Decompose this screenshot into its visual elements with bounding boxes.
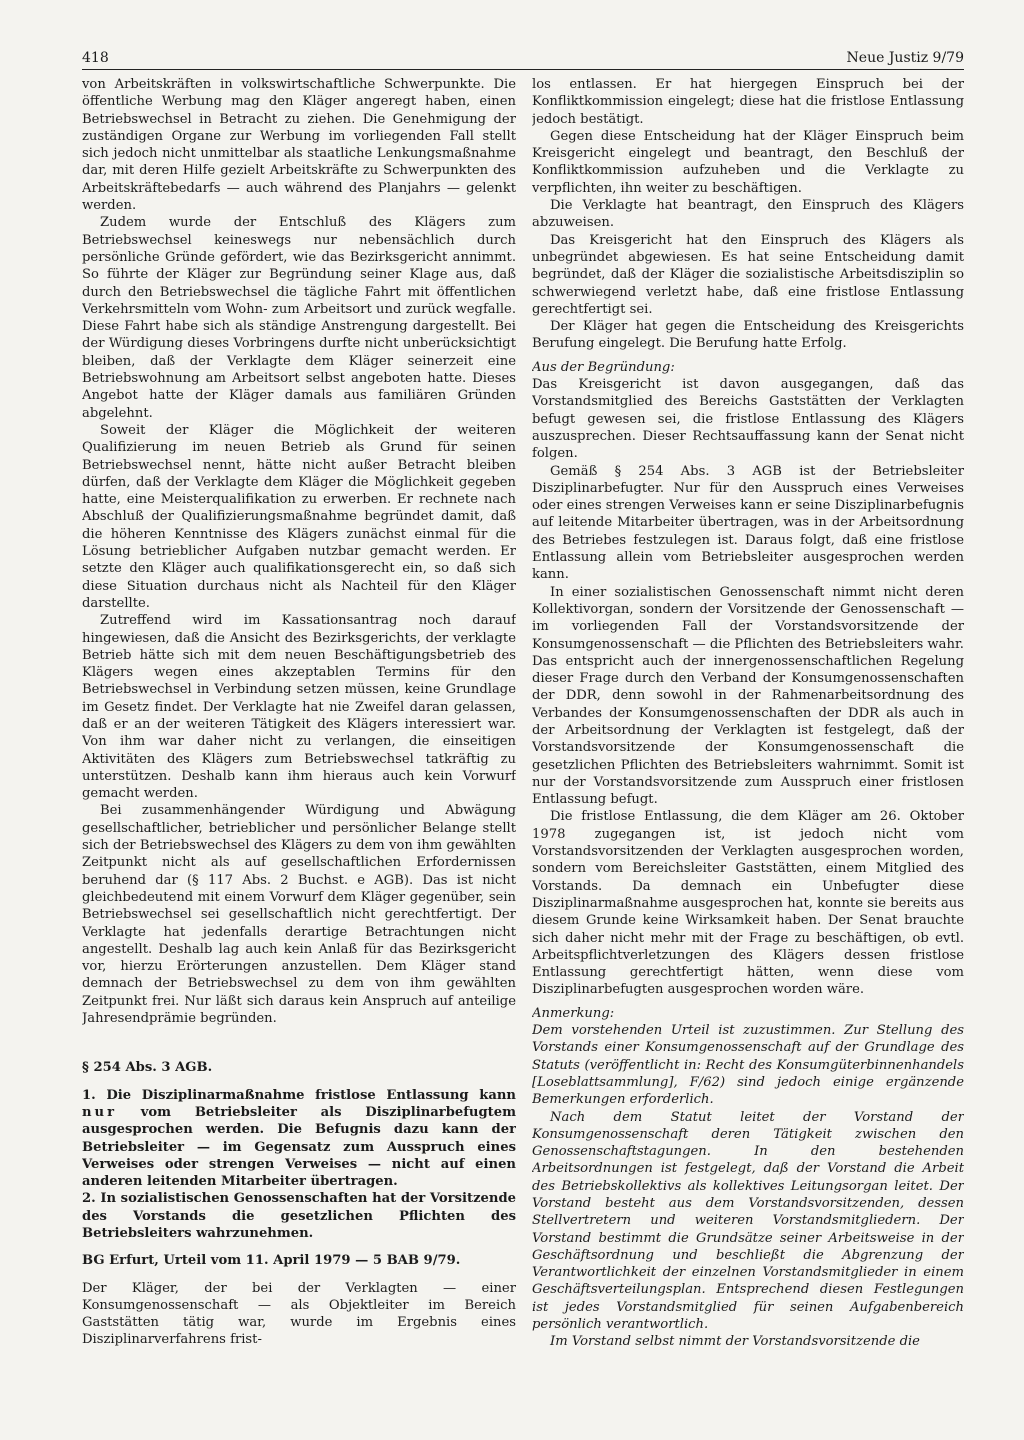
page-number: 418: [82, 50, 109, 66]
left-column: [82, 76, 516, 1416]
paragraph: Zudem wurde der Entschluß des Klägers zum Betriebswechsel keineswegs nur nebensächlich durch persönliche Gründe gefördert, wie das Bezirksgericht annimmt. So führte der Kläger zur Begründung seiner Klage aus, daß durch den Betriebswechsel die tägliche Fahrt mit öffentlichen Verkehrsmitteln vom Wohn- zum Arbeitsort und zurück wegfalle. Diese Fahrt habe sich als ständige Anstrengung dargestellt. Bei der Würdigung dieses Vorbringens durfte nicht unberücksichtigt bleiben, daß der Verklagte dem Kläger seinerzeit eine Betriebswohnung am Arbeitsort selbst angeboten hatte. Dieses Angebot hatte der Kläger damals aus familiären Gründen abgelehnt.: [82, 215, 516, 421]
paragraph: Zutreffend wird im Kassationsantrag noch darauf hingewiesen, daß die Ansicht des Bezirksgerichts, der verklagte Betrieb hätte sich mit dem neuen Beschäftigungsbetrieb des Klägers wegen eines akzeptablen Termins für den Betriebswechsel in Verbindung setzen müssen, keine Grundlage im Gesetz findet. Der Verklagte hat nie Zweifel daran gelassen, daß er an der weiteren Tätigkeit des Klägers interessiert war. Von ihm war daher nicht zu verlangen, die einseitigen Aktivitäten des Klägers zum Betriebswechsel tatkräftig zu unterstützen. Deshalb kann ihm hieraus auch kein Vorwurf gemacht werden.: [82, 613, 516, 802]
paragraph: Der Kläger hat gegen die Entscheidung des Kreisgerichts Berufung eingelegt. Die Berufung hatte Erfolg.: [532, 319, 964, 352]
header-rule: [82, 69, 964, 70]
section-gap: [82, 1049, 516, 1059]
paragraph: von Arbeitskräften in volkswirtschaftliche Schwerpunkte. Die öffentliche Werbung mag den Kläger angeregt haben, einen Betriebswechsel in Betracht zu ziehen. Die Genehmigung der zuständigen Organe zur Werbung im vorliegenden Fall stellt sich jedoch nicht unmittelbar als staatliche Lenkungsmaßnahme dar, mit deren Hilfe gezielt Arbeitskräfte zu Schwerpunkten des Arbeitskräftebedarfs — auch während des Planjahrs — gelenkt werden.: [82, 77, 516, 214]
paragraph: In einer sozialistischen Genossenschaft nimmt nicht deren Kollektivorgan, sondern der Vorsitzende der Genossenschaft — im vorliegenden Fall der Vorstandsvorsitzende der Konsumgenossenschaft — die Pflichten des Betriebsleiters wahr. Das entspricht auch der innergenossenschaftlichen Regelung dieser Frage durch den Verband der Konsumgenossenschaften der DDR, denn sowohl in der Rahmenarbeitsordnung des Verbandes der Konsumgenossenschaften der DDR als auch in der Arbeitsordnung der Verklagten ist festgelegt, daß der Vorstandsvorsitzende der Konsumgenossenschaft die gesetzlichen Pflichten des Betriebsleiters wahrnimmt. Somit ist nur der Vorstandsvorsitzende zum Ausspruch einer fristlosen Entlassung befugt.: [532, 584, 964, 808]
headnote-1-text-b: vom Betriebsleiter als Disziplinarbefugtem ausgesprochen werden. Die Befugnis dazu kann der Betriebsleiter — im Gegensatz zum Ausspruch eines Verweises oder strengen Verweises — nicht auf einen anderen leitenden Mitarbeiter übertragen.: [82, 1104, 516, 1190]
paragraph: Bei zusammenhängender Würdigung und Abwägung gesellschaftlicher, betrieblicher und persönlicher Belange stellt sich der Betriebswechsel des Klägers zu dem von ihm gewählten Zeitpunkt nicht als auf gesellschaftlichen Erfordernissen beruhend dar (§ 117 Abs. 2 Buchst. e AGB). Das ist nicht gleichbedeutend mit einem Vorwurf dem Kläger gegenüber, sein Betriebswechsel sei gesellschaftlich nicht gerechtfertigt. Der Verklagte hat jedenfalls derartige Betrachtungen nicht angestellt. Deshalb lag auch kein Anlaß für das Bezirksgericht vor, hierzu Erörterungen anzustellen. Dem Kläger stand demnach der Betriebswechsel zu dem von ihm gewählten Zeitpunkt frei. Nur läßt sich daraus kein Anspruch auf anteilige Jahresendprämie begründen.: [82, 803, 516, 1027]
court-citation: BG Erfurt, Urteil vom 11. April 1979 — 5 BAB 9/79.: [82, 1253, 461, 1269]
paragraph: Gegen diese Entscheidung hat der Kläger Einspruch beim Kreisgericht eingelegt und beantragt, den Beschluß der Konfliktkommission aufzuheben und die Verklagte zu verpflichten, ihn weiter zu beschäftigen.: [532, 128, 964, 196]
paragraph: los entlassen. Er hat hiergegen Einspruch bei der Konfliktkommission eingelegt; diese hat die fristlose Entlassung jedoch bestätigt.: [532, 77, 964, 127]
paragraph: Die Verklagte hat beantragt, den Einspruch des Klägers abzuweisen.: [532, 198, 964, 231]
section-heading: Aus der Begründung:: [532, 359, 675, 375]
section-gap: [82, 1242, 516, 1252]
section-gap: [82, 1270, 516, 1280]
paragraph: Die fristlose Entlassung, die dem Kläger am 26. Oktober 1978 zugegangen ist, ist jedoch nicht vom Vorstandsvorsitzenden der Verklagten ausgesprochen worden, sondern vom Bereichsleiter Gaststätten, einem Mitglied des Vorstands. Da demnach ein Unbefugter diese Disziplinarmaßnahme ausgesprochen hat, konnte sie bereits aus diesem Grunde keine Wirksamkeit haben. Der Senat brauchte sich daher nicht mehr mit der Frage zu beschäftigen, ob evtl. Arbeitspflichtverletzungen des Klägers dessen fristlose Entlassung gerechtfertigt hätten, wenn diese vom Disziplinarbefugten ausgesprochen worden wäre.: [532, 809, 964, 998]
headnote-2: 2. In sozialistischen Genossenschaften hat der Vorsitzende des Vorstands die gesetzlichen Pflichten des Betriebsleiters wahrzunehmen.: [82, 1191, 516, 1241]
paragraph: Der Kläger, der bei der Verklagten — einer Konsumgenossenschaft — als Objektleiter im Bereich Gaststätten tätig war, wurde im Ergebnis eines Disziplinarverfahrens frist-: [82, 1280, 516, 1348]
right-column: [532, 76, 964, 1416]
annotation-paragraph: Im Vorstand selbst nimmt der Vorstandsvorsitzende die: [550, 1334, 920, 1350]
annotation-paragraph: Dem vorstehenden Urteil ist zuzustimmen. Zur Stellung des Vorstands einer Konsumgenossenschaft auf der Grundlage des Statuts (veröffentlicht in: Recht des Konsumgüterbinnenhandels [Loseblattsammlung], F/62) sind jedoch einige ergänzende Bemerkungen erforderlich.: [532, 1023, 964, 1108]
paragraph: Gemäß § 254 Abs. 3 AGB ist der Betriebsleiter Disziplinarbefugter. Nur für den Ausspruch eines Verweises oder eines strengen Verweises kann er seine Disziplinarbefugnis auf leitende Mitarbeiter übertragen, was in der Arbeitsordnung des Betriebes festzulegen ist. Daraus folgt, daß eine fristlose Entlassung allein vom Betriebsleiter ausgesprochen werden kann.: [532, 463, 964, 583]
section-gap: [82, 1027, 516, 1049]
headnote-1-emphasis: nur: [82, 1104, 118, 1120]
headnote-1-text-a: 1. Die Disziplinarmaßnahme fristlose Entlassung kann: [82, 1087, 516, 1103]
paragraph: Soweit der Kläger die Möglichkeit der weiteren Qualifizierung im neuen Betrieb als Grund für seinen Betriebswechsel nennt, hätte nicht außer Betracht bleiben dürfen, daß der Verklagte dem Kläger die Möglichkeit gegeben hatte, eine Meisterqualifikation zu erwerben. Er rechnete nach Abschluß der Qualifizierungsmaßnahme begründet damit, daß die höheren Kenntnisse des Klägers zunächst einmal für die Lösung betrieblicher Aufgaben nutzbar gemacht werden. Er setzte den Kläger auch qualifikationsgerecht ein, so daß sich diese Situation durchaus nicht als Nachteil für den Kläger darstellte.: [82, 422, 516, 611]
annotation-paragraph: Nach dem Statut leitet der Vorstand der Konsumgenossenschaft deren Tätigkeit zwischen den Genossenschaftstagungen. In den bestehenden Arbeitsordnungen ist festgelegt, daß der Vorstand die Arbeit des Betriebskollektivs als kollektives Leitungsorgan leitet. Der Vorstand besteht aus dem Vorstandsvorsitzenden, dessen Stellvertretern und weiteren Vorstandsmitgliedern. Der Vorstand bestimmt die Grundsätze seiner Arbeitsweise in der Geschäftsordnung und beschließt die Abgrenzung der Verantwortlichkeit der einzelnen Vorstandsmitglieder in einem Geschäftsverteilungsplan. Entsprechend diesen Festlegungen ist jedes Vorstandsmitglied für seinen Aufgabenbereich persönlich verantwortlich.: [532, 1109, 964, 1333]
section-heading: Anmerkung:: [532, 1005, 615, 1021]
paragraph: Das Kreisgericht ist davon ausgegangen, daß das Vorstandsmitglied des Bereichs Gaststätten der Verklagten befugt gewesen sei, die fristlose Entlassung des Klägers auszusprechen. Dieser Rechtsauffassung kann der Senat nicht folgen.: [532, 377, 964, 462]
paragraph: Das Kreisgericht hat den Einspruch des Klägers als unbegründet abgewiesen. Es hat seine Entscheidung damit begründet, daß der Kläger die sozialistische Arbeitsdisziplin so schwerwiegend verletzt habe, daß eine fristlose Entlassung gerechtfertigt sei.: [532, 232, 964, 317]
statute-heading: § 254 Abs. 3 AGB.: [82, 1060, 213, 1076]
journal-title: Neue Justiz 9/79: [846, 50, 964, 66]
page-header: [82, 46, 964, 70]
headnote-1: [82, 1087, 516, 1191]
section-gap: [82, 1077, 516, 1087]
